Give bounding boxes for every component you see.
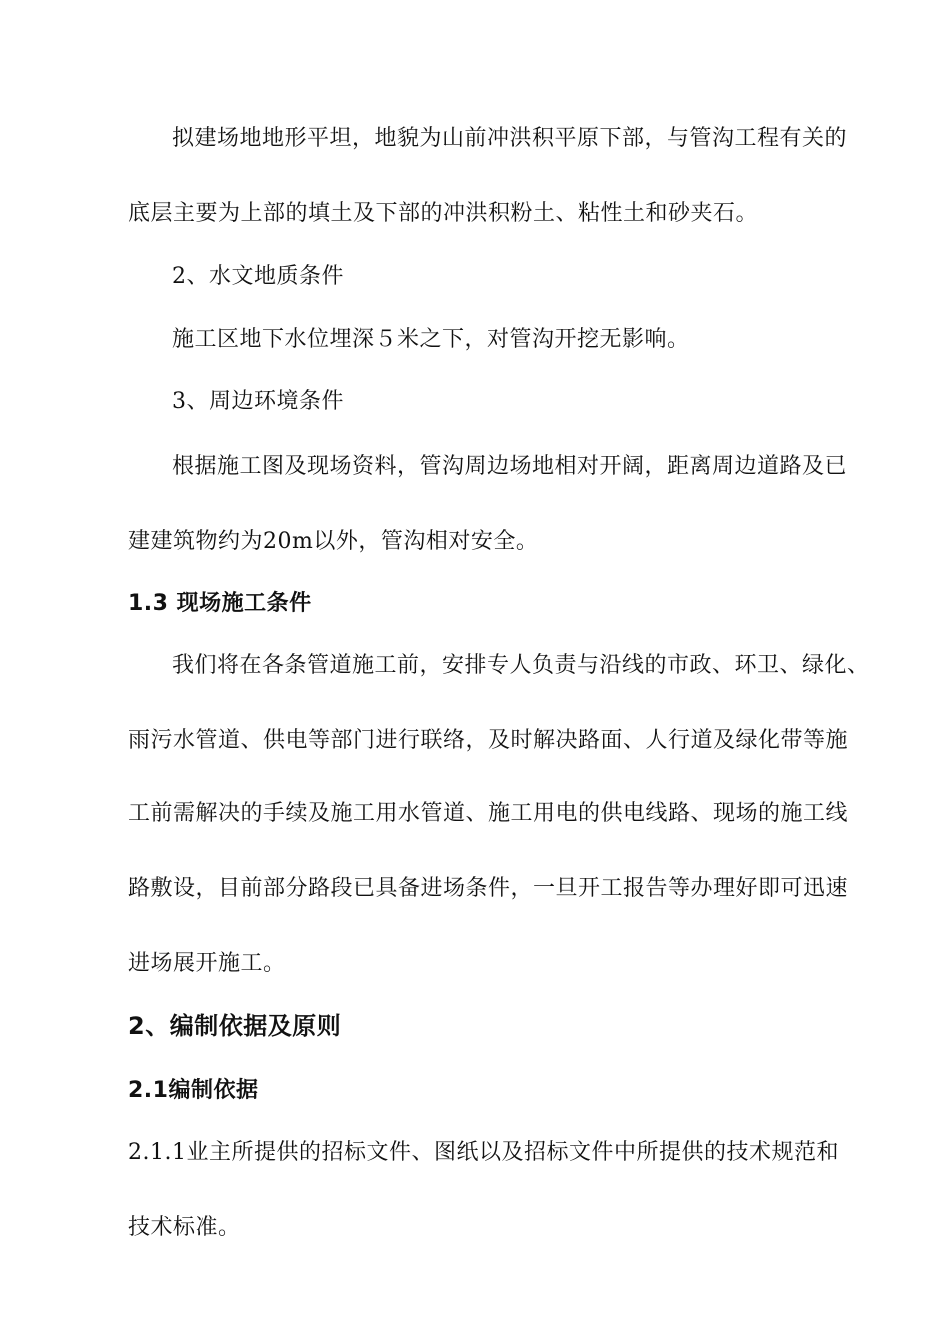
paragraph-site-conditions-line-3: 工前需解决的手续及施工用水管道、施工用电的供电线路、现场的施工线 xyxy=(128,801,849,826)
paragraph-terrain-line-2: 底层主要为上部的填土及下部的冲洪积粉土、粘性土和砂夹石。 xyxy=(128,201,759,226)
paragraph-basis-line-2: 技术标准。 xyxy=(128,1215,241,1240)
section-heading-2-1: 2.1编制依据 xyxy=(128,1078,259,1103)
paragraph-site-conditions-line-4: 路敷设，目前部分路段已具备进场条件，一旦开工报告等办理好即可迅速 xyxy=(128,876,849,901)
paragraph-groundwater: 施工区地下水位埋深５米之下，对管沟开挖无影响。 xyxy=(172,327,690,352)
paragraph-surroundings-line-1: 根据施工图及现场资料，管沟周边场地相对开阔，距离周边道路及已 xyxy=(172,454,848,479)
section-heading-1-3: 1.3 现场施工条件 xyxy=(128,591,312,616)
paragraph-terrain-line-1: 拟建场地地形平坦，地貌为山前冲洪积平原下部，与管沟工程有关的 xyxy=(172,126,848,151)
paragraph-surroundings-line-2: 建建筑物约为20m以外，管沟相对安全。 xyxy=(128,529,539,554)
chapter-heading-2: 2、编制依据及原则 xyxy=(128,1012,342,1040)
paragraph-basis-line-1: 2.1.1业主所提供的招标文件、图纸以及招标文件中所提供的技术规范和 xyxy=(128,1140,839,1165)
paragraph-site-conditions-line-2: 雨污水管道、供电等部门进行联络，及时解决路面、人行道及绿化带等施 xyxy=(128,728,849,753)
subheading-hydrogeology: 2、水文地质条件 xyxy=(172,264,344,289)
paragraph-site-conditions-line-5: 进场展开施工。 xyxy=(128,951,286,976)
subheading-surroundings: 3、周边环境条件 xyxy=(172,389,344,414)
paragraph-site-conditions-line-1: 我们将在各条管道施工前，安排专人负责与沿线的市政、环卫、绿化、 xyxy=(172,653,870,678)
